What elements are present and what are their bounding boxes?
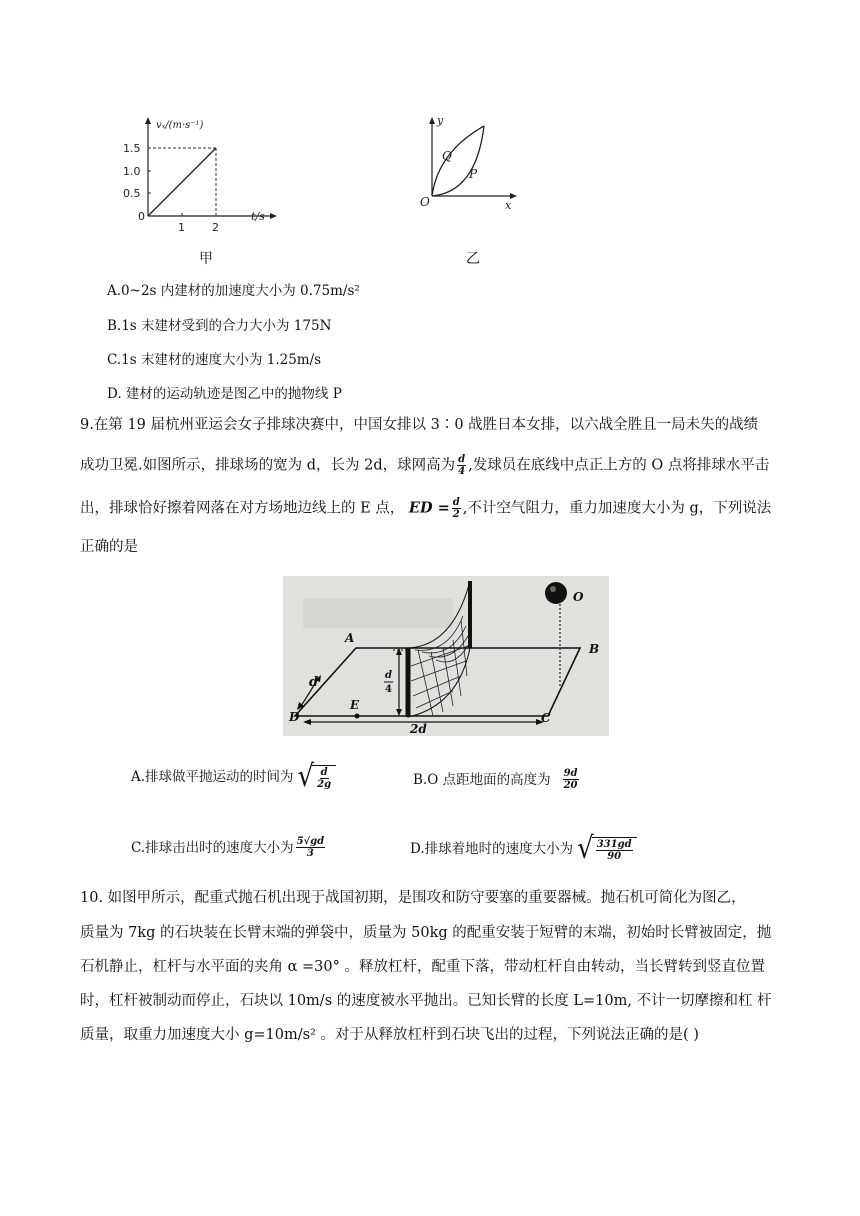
fraction-denominator: 20 bbox=[563, 780, 578, 791]
origin-label: 0 bbox=[138, 210, 145, 223]
background-shade bbox=[303, 598, 453, 628]
fraction-denominator: 2 bbox=[452, 509, 460, 520]
point-o-label: O bbox=[573, 590, 584, 604]
sqrt-expression bbox=[577, 831, 636, 867]
x-tick-label: 1 bbox=[178, 221, 185, 234]
q9-stem-text: ,不计空气阻力，重力加速度大小为 g，下列说法 bbox=[462, 500, 772, 517]
fraction-numerator: 9d bbox=[563, 768, 578, 779]
fraction-numerator: 5√gd bbox=[296, 836, 325, 847]
ed-equation-lhs: ED = bbox=[408, 499, 450, 517]
q9-stem-text: ,发球员在底线中点正上方的 O 点将排球水平击 bbox=[468, 457, 770, 474]
fraction-denominator: 90 bbox=[607, 850, 622, 862]
q8-option-b: B.1s 末建材受到的合力大小为 175N bbox=[107, 318, 332, 334]
q9-stem-line-4: 正确的是 bbox=[80, 539, 138, 555]
point-e-label: E bbox=[350, 698, 360, 712]
y-axis-arrow bbox=[429, 117, 435, 124]
curve-q-label: Q bbox=[442, 149, 452, 163]
radical-sign: √ bbox=[297, 759, 315, 795]
point-c-label: C bbox=[541, 711, 551, 725]
q9-option-b bbox=[413, 768, 581, 791]
origin-label: O bbox=[420, 195, 430, 209]
q8-option-d: D. 建材的运动轨迹是图乙中的抛物线 P bbox=[107, 386, 342, 402]
figure-jia-caption: 甲 bbox=[199, 251, 213, 267]
net-height-denominator: 4 bbox=[385, 684, 392, 695]
ed-fraction bbox=[452, 497, 461, 520]
option-text: B.O 点距地面的高度为 bbox=[413, 771, 551, 788]
point-d-label: D bbox=[289, 710, 300, 724]
x-tick-label: 2 bbox=[212, 221, 219, 234]
length-label: 2d bbox=[410, 722, 427, 736]
width-label: d bbox=[309, 675, 319, 690]
option-text: D.排球着地时的速度大小为 bbox=[410, 841, 574, 857]
q10-stem-line-5: 质量，取重力加速度大小 g=10m/s² 。对于从释放杠杆到石块飞出的过程，下列说法正确的是( ) bbox=[80, 1027, 699, 1043]
x-axis-arrow bbox=[270, 213, 277, 219]
option-text: A.排球做平抛运动的时间为 bbox=[131, 769, 294, 785]
volleyball-court-figure bbox=[283, 576, 609, 736]
fraction-numerator: 331gd bbox=[596, 838, 632, 850]
q8-option-a: A.0~2s 内建材的加速度大小为 0.75m/s² bbox=[107, 283, 360, 299]
y-tick-label: 1.0 bbox=[123, 165, 141, 178]
net-height-numerator: d bbox=[385, 670, 392, 681]
figure-jia-vt-graph bbox=[120, 112, 290, 237]
y-axis-label: vₓ/(m·s⁻¹) bbox=[156, 120, 204, 131]
curve-p bbox=[432, 126, 484, 196]
velocity-line bbox=[148, 148, 216, 216]
y-tick-label: 1.5 bbox=[123, 142, 141, 155]
volleyball-court-drawing bbox=[283, 576, 609, 736]
y-axis-arrow bbox=[145, 117, 151, 124]
fraction-numerator: d bbox=[452, 497, 460, 508]
curve-p-label: P bbox=[469, 167, 478, 181]
q9-option-d bbox=[410, 831, 637, 867]
option-text: C.排球击出时的速度大小为 bbox=[131, 839, 294, 856]
q9-stem-text: 出，排球恰好擦着网落在对方场地边线上的 E 点， bbox=[80, 500, 405, 517]
q9-option-c bbox=[131, 836, 327, 859]
q9-stem-line-1: 9.在第 19 届杭州亚运会女子排球决赛中，中国女排以 3∶0 战胜日本女排，以六战全胜且一局未失的战绩 bbox=[80, 417, 759, 433]
x-axis-label: x bbox=[505, 199, 512, 212]
fraction-denominator: 2g bbox=[317, 778, 332, 790]
point-e bbox=[355, 714, 360, 719]
q10-stem-line-2: 质量为 7kg 的石块装在长臂末端的弹袋中，质量为 50kg 的配重安装于短臂的末端，初始时长臂被固定，抛 bbox=[80, 925, 772, 941]
point-a-label: A bbox=[345, 631, 355, 645]
q9-stem-line-3 bbox=[80, 497, 771, 520]
landing-speed-fraction bbox=[596, 839, 633, 862]
volleyball bbox=[545, 582, 567, 604]
volleyball-highlight bbox=[550, 586, 556, 592]
q8-option-c: C.1s 末建材的速度大小为 1.25m/s bbox=[107, 352, 322, 368]
height-fraction bbox=[563, 768, 579, 791]
fraction-numerator: d bbox=[320, 766, 328, 778]
figure-yi-caption: 乙 bbox=[466, 251, 480, 267]
y-tick-label: 0.5 bbox=[123, 187, 141, 200]
fraction-denominator: 4 bbox=[458, 466, 466, 477]
q9-stem-line-2 bbox=[80, 454, 769, 477]
time-fraction bbox=[316, 767, 332, 790]
radical-sign: √ bbox=[577, 831, 594, 867]
q10-stem-line-3: 石机静止，杠杆与水平面的夹角 α =30° 。释放杠杆，配重下落，带动杠杆自由转动，当长臂转到竖直位置 bbox=[80, 959, 765, 975]
speed-fraction bbox=[296, 836, 326, 859]
y-axis-label: y bbox=[437, 114, 444, 127]
figure-yi-trajectory-graph bbox=[410, 112, 530, 212]
fraction-numerator: d bbox=[458, 454, 466, 465]
net-height-fraction bbox=[457, 454, 466, 477]
q10-stem-line-4: 时，杠杆被制动而停止，石块以 10m/s 的速度被水平抛出。已知长臂的长度 L=10m, 不计一切摩擦和杠 杆 bbox=[80, 993, 772, 1009]
fraction-denominator: 3 bbox=[306, 848, 314, 859]
q9-stem-text: 成功卫冕.如图所示，排球场的宽为 d，长为 2d，球网高为 bbox=[80, 457, 456, 474]
q9-option-a bbox=[131, 759, 336, 795]
x-axis-label: t/s bbox=[251, 210, 265, 223]
q10-stem-line-1: 10. 如图甲所示，配重式抛石机出现于战国初期，是围攻和防守要塞的重要器械。抛石机可简化为图乙， bbox=[80, 890, 746, 906]
sqrt-expression bbox=[297, 759, 337, 795]
point-b-label: B bbox=[589, 642, 600, 656]
